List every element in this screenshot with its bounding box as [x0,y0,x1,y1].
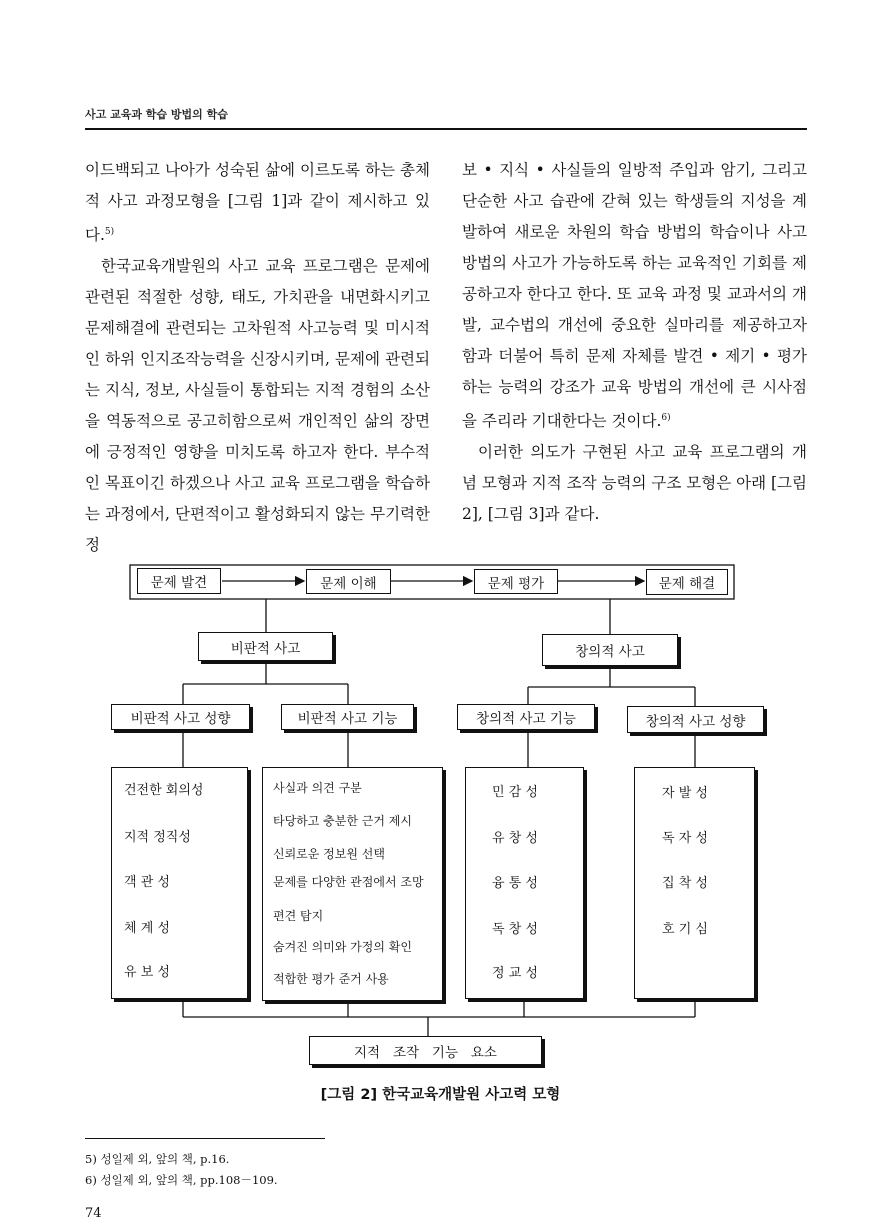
list-item: 자 발 성 [662,786,708,801]
list-item: 유 보 성 [124,965,170,980]
list-item: 건전한 회의성 [124,783,204,798]
process-box-discover: 문제 발견 [137,568,221,594]
process-box-solve: 문제 해결 [646,569,728,595]
list-item: 유 창 성 [492,831,538,846]
critical-function-box: 비판적 사고 기능 [281,704,414,730]
list-item: 숨겨진 의미와 가정의 확인 [273,940,412,954]
footnote-rule [85,1138,325,1139]
list-item: 독 창 성 [492,922,538,937]
list-item: 융 통 성 [492,876,538,891]
list-item: 지적 정직성 [124,830,191,845]
right-paragraph-2: 이러한 의도가 구현된 사고 교육 프로그램의 개념 모형과 지적 조작 능력의 구조 모형은 아래 [그림 2], [그림 3]과 같다. [462,443,807,524]
left-paragraph-1: 이드백되고 나아가 성숙된 삶에 이르도록 하는 총체적 사고 과정모형을 [그림 1]과 같이 제시하고 있다.$^{5)}$ [85,161,430,245]
list-item: 정 교 성 [492,966,538,981]
figure-caption: [그림 2] 한국교육개발원 사고력 모형 [320,1087,561,1103]
list-item: 체 계 성 [124,921,170,936]
list-item: 문제를 다양한 관점에서 조망 [273,875,424,889]
creative-thinking-box: 창의적 사고 [542,634,678,666]
footnote-5: 5) 성일제 외, 앞의 책, p.16. [85,1152,230,1166]
creative-disposition-list [634,767,755,999]
right-paragraph-1: 보 • 지식 • 사실들의 일방적 주입과 암기, 그리고 단순한 사고 습관에 갇혀 있는 학생들의 지성을 계발하여 새로운 차원의 학습 방법의 학습이나 사고 방법의 사고가 가능하도록 하는 교육적인 기회를 제공하고자 한다고 한다. 또 교육 과정 및 교과서의 개발, 교수법의 개선에 중요한 실마리를 제공하고자 함과 더불어 특히 문제 자체를 발견 • 제기 • 평가하는 능력의 강조가 교육 방법의 개선에 큰 시사점을 주리라 기대한다는 것이다.$^{6)}$ [462,161,807,431]
critical-function-list [262,767,443,1001]
process-box-understand: 문제 이해 [306,569,391,594]
process-box-evaluate: 문제 평가 [474,569,558,594]
list-item: 객 관 성 [124,875,170,890]
critical-thinking-box: 비판적 사고 [198,632,333,661]
intellectual-operation-box: 지적 조작 기능 요소 [309,1036,542,1065]
list-item: 호 기 심 [662,922,708,937]
creative-disposition-box: 창의적 사고 성향 [627,706,764,733]
list-item: 신뢰로운 정보원 선택 [273,847,385,861]
running-header: 사고 교육과 학습 방법의 학습 [85,108,228,121]
creative-function-box: 창의적 사고 기능 [457,704,595,730]
creative-function-list [465,767,584,999]
footnote-6: 6) 성일제 외, 앞의 책, pp.108－109. [85,1173,278,1187]
list-item: 타당하고 충분한 근거 제시 [273,814,412,828]
page-number: 74 [85,1206,102,1221]
list-item: 집 착 성 [662,876,708,891]
list-item: 독 자 성 [662,831,708,846]
critical-disposition-list [111,767,248,999]
critical-disposition-box: 비판적 사고 성향 [111,704,250,730]
list-item: 민 감 성 [492,785,538,800]
list-item: 사실과 의견 구분 [273,781,362,795]
list-item: 편견 탐지 [273,909,324,923]
list-item: 적합한 평가 준거 사용 [273,972,389,986]
left-paragraph-2: 한국교육개발원의 사고 교육 프로그램은 문제에 관련된 적절한 성향, 태도, 가치관을 내면화시키고 문제해결에 관련되는 고차원적 사고능력 및 미시적인 하위 인지조작능력을 신장시키며, 문제에 관련되는 지식, 정보, 사실들이 통합되는 지적 경험의 소산을 역동적으로 공고히함으로써 개인적인 삶의 장면에 긍정적인 영향을 미치도록 하고자 한다. 부수적인 목표이긴 하겠으나 사고 교육 프로그램을 학습하는 과정에서, 단편적이고 활성화되지 않는 무기력한 정 [85,257,430,555]
